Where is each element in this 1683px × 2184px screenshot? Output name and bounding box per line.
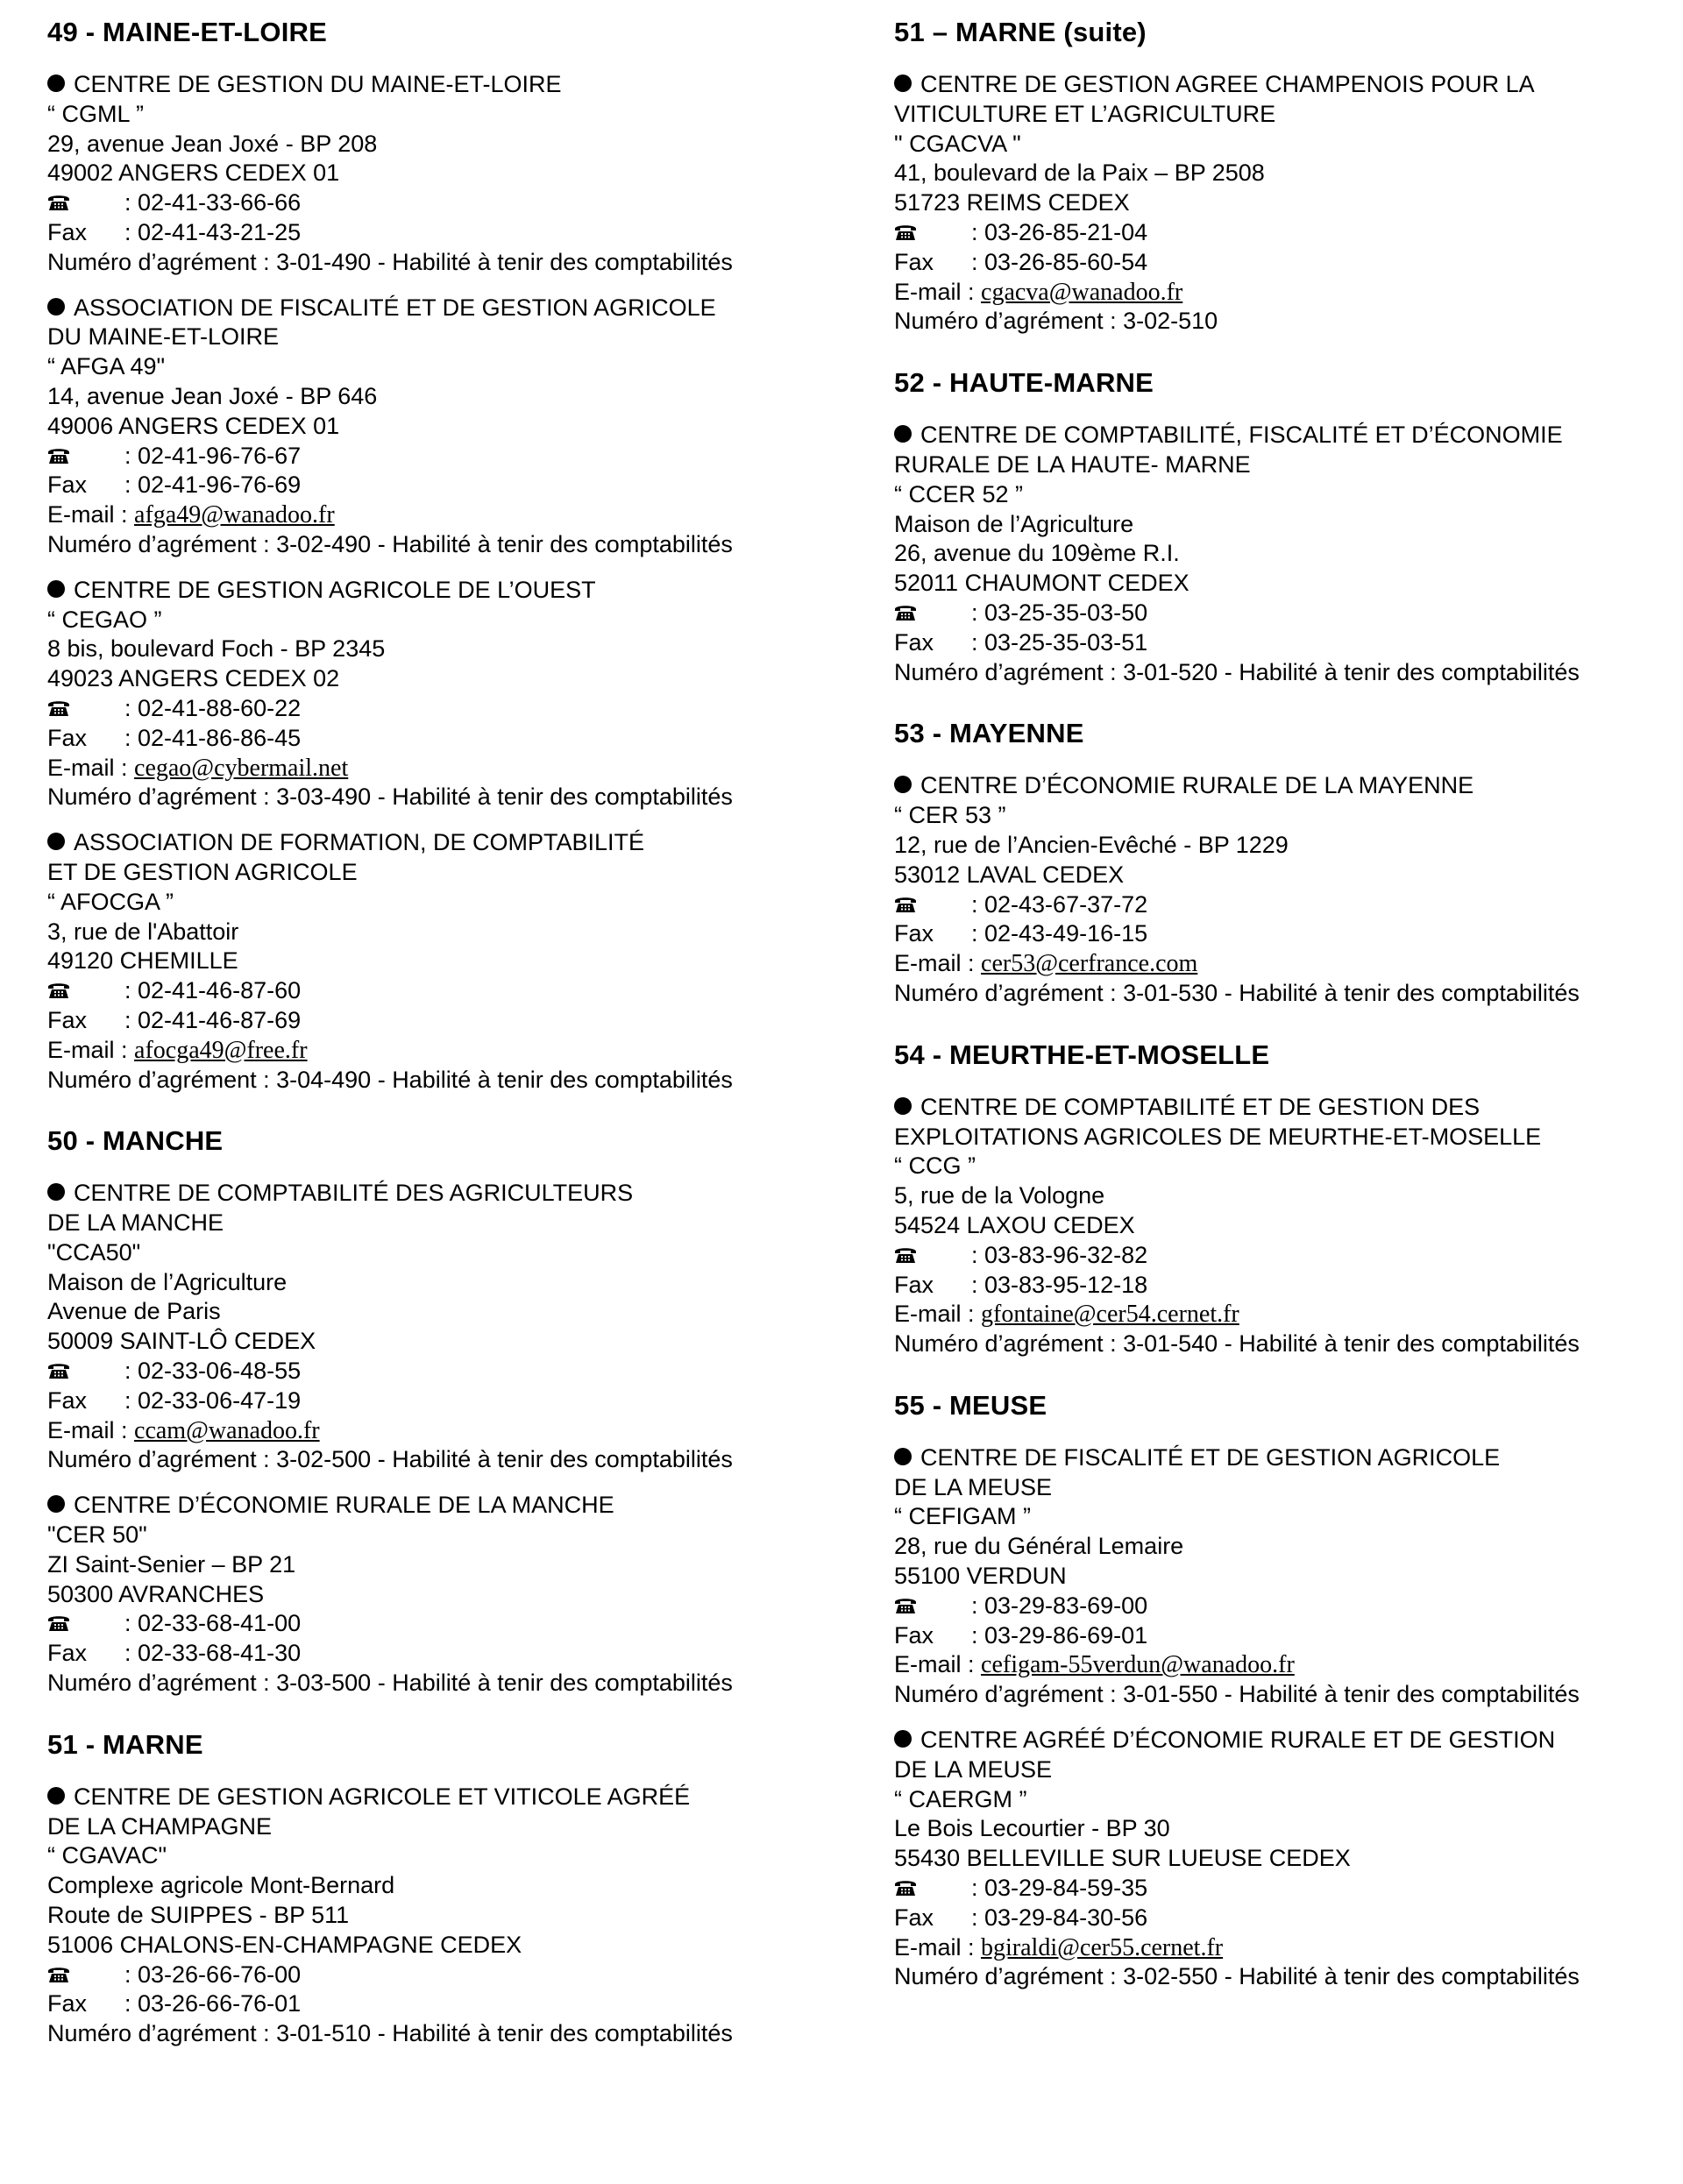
organization-name-text: EXPLOITATIONS AGRICOLES DE MEURTHE-ET-MOSELLE — [894, 1123, 1542, 1150]
address-line: 12, rue de l’Ancien-Evêché - BP 1229 — [894, 831, 1289, 858]
organization-name — [894, 100, 1665, 130]
department-heading: 51 – MARNE (suite) — [894, 17, 1147, 47]
fax-label: Fax — [894, 1271, 934, 1298]
department-section — [47, 1124, 819, 1698]
bullet-icon — [894, 1448, 912, 1465]
email-link[interactable]: cegao@cybermail.net — [134, 754, 349, 782]
bullet-icon — [47, 1183, 65, 1201]
fax-line — [47, 471, 819, 500]
phone-line — [47, 976, 819, 1006]
email-link[interactable]: afocga49@free.fr — [134, 1036, 308, 1064]
fax-line — [894, 628, 1665, 658]
organization-acronym: "CER 50" — [47, 1521, 147, 1549]
fax-line — [47, 1639, 819, 1669]
organization-name-text: RURALE DE LA HAUTE- MARNE — [894, 450, 1251, 478]
organization-name — [47, 828, 819, 858]
fax-label: Fax — [47, 218, 88, 245]
address-line: 54524 LAXOU CEDEX — [894, 1211, 1135, 1238]
department-section — [894, 1039, 1665, 1359]
email-label: E-mail : — [894, 1651, 982, 1678]
organization-entry — [894, 1093, 1665, 1359]
organization-name-text: CENTRE DE FISCALITÉ ET DE GESTION AGRICOLE — [920, 1443, 1501, 1471]
organization-name-text: CENTRE AGRÉÉ D’ÉCONOMIE RURALE ET DE GESTION — [920, 1727, 1556, 1754]
fax-number: : 02-41-96-76-69 — [124, 472, 302, 499]
telephone-icon — [47, 188, 124, 218]
address-line: Le Bois Lecourtier - BP 30 — [894, 1815, 1170, 1842]
email-line — [47, 1416, 819, 1446]
bullet-icon — [47, 580, 65, 598]
organization-name — [894, 1443, 1665, 1473]
phone-line — [894, 1241, 1665, 1271]
organization-name — [47, 1812, 819, 1842]
organization-acronym: “ CCER 52 ” — [894, 480, 1024, 507]
fax-label: Fax — [47, 1006, 88, 1033]
phone-line — [894, 890, 1665, 920]
address-line: 55100 VERDUN — [894, 1563, 1067, 1590]
organization-name-text: ASSOCIATION DE FISCALITÉ ET DE GESTION AGRICOLE — [74, 294, 716, 321]
organization-entry — [47, 828, 819, 1095]
fax-label: Fax — [894, 628, 934, 656]
fax-line — [47, 724, 819, 754]
phone-line — [47, 694, 819, 724]
email-link[interactable]: afga49@wanadoo.fr — [134, 501, 335, 529]
fax-number: : 02-41-43-21-25 — [124, 218, 302, 245]
address-line: 5, rue de la Vologne — [894, 1182, 1105, 1209]
organization-entry — [47, 1783, 819, 2049]
organization-acronym: "CCA50" — [47, 1238, 141, 1266]
email-label: E-mail : — [47, 754, 135, 781]
agrement-number: Numéro d’agrément : 3-01-510 - Habilité à tenir des comptabilités — [47, 2020, 733, 2047]
fax-line — [47, 1989, 819, 2019]
organization-name-text: CENTRE D’ÉCONOMIE RURALE DE LA MANCHE — [74, 1492, 614, 1519]
address-line: Complexe agricole Mont-Bernard — [47, 1872, 395, 1899]
bullet-icon — [47, 1495, 65, 1513]
address-line: 29, avenue Jean Joxé - BP 208 — [47, 130, 378, 157]
organization-name — [894, 1726, 1665, 1755]
fax-line — [47, 1006, 819, 1036]
organization-name-text: DE LA CHAMPAGNE — [47, 1812, 273, 1840]
telephone-icon — [47, 1609, 124, 1639]
fax-number: : 02-43-49-16-15 — [971, 920, 1148, 947]
fax-line — [894, 248, 1665, 278]
organization-name — [47, 294, 819, 323]
telephone-icon — [47, 442, 124, 472]
email-label: E-mail : — [894, 278, 982, 305]
organization-entry — [47, 576, 819, 812]
organization-entry — [894, 1726, 1665, 1992]
fax-label: Fax — [894, 1621, 934, 1649]
address-line: 49006 ANGERS CEDEX 01 — [47, 412, 340, 439]
phone-number: : 03-26-66-76-00 — [124, 1961, 302, 1988]
organization-name — [894, 1123, 1665, 1152]
organization-acronym: “ CEFIGAM ” — [894, 1503, 1031, 1530]
address-line: 53012 LAVAL CEDEX — [894, 861, 1125, 888]
telephone-icon — [894, 890, 971, 920]
fax-line — [894, 1904, 1665, 1933]
organization-acronym: “ CAERGM ” — [894, 1785, 1027, 1812]
agrement-number: Numéro d’agrément : 3-02-500 - Habilité à tenir des comptabilités — [47, 1446, 733, 1473]
bullet-icon — [894, 425, 912, 443]
address-line: 28, rue du Général Lemaire — [894, 1533, 1184, 1560]
organization-name-text: CENTRE D’ÉCONOMIE RURALE DE LA MAYENNE — [920, 772, 1474, 799]
organization-acronym: “ CCG ” — [894, 1152, 976, 1180]
organization-name-text: DU MAINE-ET-LOIRE — [47, 323, 280, 351]
address-line: 51723 REIMS CEDEX — [894, 189, 1130, 216]
telephone-icon — [894, 1874, 971, 1904]
organization-name — [47, 1491, 819, 1521]
phone-line — [47, 1961, 819, 1990]
agrement-number: Numéro d’agrément : 3-02-550 - Habilité à tenir des comptabilités — [894, 1963, 1580, 1990]
organization-entry — [894, 70, 1665, 337]
organization-entry — [47, 70, 819, 278]
department-heading: 49 - MAINE-ET-LOIRE — [47, 17, 327, 47]
fax-label: Fax — [47, 724, 88, 751]
department-section — [47, 1728, 819, 2049]
department-section — [47, 16, 819, 1095]
phone-number: : 03-29-84-59-35 — [971, 1875, 1148, 1902]
email-link[interactable]: gfontaine@cer54.cernet.fr — [981, 1301, 1239, 1329]
phone-line — [47, 1357, 819, 1386]
organization-name-text: CENTRE DE GESTION AGREE CHAMPENOIS POUR LA — [920, 71, 1535, 97]
fax-line — [894, 1271, 1665, 1301]
fax-label: Fax — [894, 1904, 934, 1931]
address-line: ZI Saint-Senier – BP 21 — [47, 1550, 296, 1578]
telephone-icon — [47, 694, 124, 724]
organization-name-text: ET DE GESTION AGRICOLE — [47, 858, 358, 885]
fax-line — [47, 218, 819, 248]
organization-name — [894, 1473, 1665, 1503]
phone-line — [47, 442, 819, 472]
address-line: 49120 CHEMILLE — [47, 947, 238, 975]
email-link[interactable]: cefigam-55verdun@wanadoo.fr — [981, 1651, 1295, 1679]
address-line: 52011 CHAUMONT CEDEX — [894, 570, 1189, 597]
fax-number: : 03-26-66-76-01 — [124, 1990, 302, 2017]
fax-label: Fax — [47, 1640, 88, 1667]
department-heading: 50 - MANCHE — [47, 1125, 224, 1157]
telephone-icon — [47, 1961, 124, 1990]
bullet-icon — [47, 298, 65, 316]
email-line — [894, 1933, 1665, 1963]
agrement-number: Numéro d’agrément : 3-01-490 - Habilité à tenir des comptabilités — [47, 248, 733, 275]
address-line: 55430 BELLEVILLE SUR LUEUSE CEDEX — [894, 1845, 1351, 1872]
department-section — [894, 1389, 1665, 1992]
email-link[interactable]: cer53@cerfrance.com — [981, 950, 1198, 978]
organization-name — [47, 1783, 819, 1812]
fax-line — [47, 1386, 819, 1416]
phone-line — [47, 188, 819, 218]
phone-line — [894, 599, 1665, 628]
phone-number: : 03-29-83-69-00 — [971, 1592, 1148, 1619]
bullet-icon — [47, 1787, 65, 1805]
telephone-icon — [894, 1592, 971, 1621]
email-label: E-mail : — [894, 950, 982, 977]
organization-name — [894, 421, 1665, 450]
address-line: Maison de l’Agriculture — [47, 1268, 288, 1295]
department-heading: 54 - MEURTHE-ET-MOSELLE — [894, 1039, 1270, 1070]
agrement-number: Numéro d’agrément : 3-01-530 - Habilité à tenir des comptabilités — [894, 979, 1580, 1006]
organization-name — [47, 323, 819, 352]
organization-name-text: CENTRE DE GESTION DU MAINE-ET-LOIRE — [74, 71, 562, 97]
email-line — [894, 278, 1665, 308]
address-line: 50300 AVRANCHES — [47, 1580, 265, 1607]
email-line — [47, 500, 819, 530]
organization-name-text: CENTRE DE COMPTABILITÉ ET DE GESTION DES — [920, 1093, 1481, 1120]
organization-entry — [894, 771, 1665, 1008]
address-line: Avenue de Paris — [47, 1298, 221, 1325]
email-line — [47, 1036, 819, 1066]
fax-line — [894, 1621, 1665, 1651]
phone-number: : 03-25-35-03-50 — [971, 599, 1148, 626]
phone-number: : 02-41-96-76-67 — [124, 442, 302, 469]
left-column — [47, 16, 819, 2079]
bullet-icon — [894, 74, 912, 92]
organization-name-text: CENTRE DE COMPTABILITÉ DES AGRICULTEURS — [74, 1180, 634, 1207]
phone-number: : 03-83-96-32-82 — [971, 1241, 1148, 1268]
address-line: 49023 ANGERS CEDEX 02 — [47, 665, 340, 692]
phone-number: : 02-33-06-48-55 — [124, 1358, 302, 1385]
email-label: E-mail : — [894, 1933, 982, 1961]
phone-number: : 03-26-85-21-04 — [971, 218, 1148, 245]
agrement-number: Numéro d’agrément : 3-03-500 - Habilité à tenir des comptabilités — [47, 1670, 733, 1697]
email-label: E-mail : — [894, 1301, 982, 1328]
agrement-number: Numéro d’agrément : 3-03-490 - Habilité à tenir des comptabilités — [47, 784, 733, 811]
organization-entry — [47, 294, 819, 560]
address-line: 26, avenue du 109ème R.I. — [894, 540, 1180, 567]
email-line — [894, 1300, 1665, 1330]
phone-line — [894, 1592, 1665, 1621]
organization-acronym: “ AFGA 49" — [47, 353, 166, 380]
organization-name-text: CENTRE DE GESTION AGRICOLE ET VITICOLE AGRÉÉ — [74, 1783, 691, 1810]
organization-name — [894, 1093, 1665, 1123]
fax-number: : 03-29-86-69-01 — [971, 1621, 1148, 1649]
bullet-icon — [894, 1730, 912, 1748]
phone-number: : 02-43-67-37-72 — [971, 890, 1148, 918]
department-heading: 52 - HAUTE-MARNE — [894, 367, 1154, 399]
agrement-number: Numéro d’agrément : 3-01-540 - Habilité à tenir des comptabilités — [894, 1330, 1580, 1358]
phone-number: : 02-41-88-60-22 — [124, 694, 302, 721]
phone-number: : 02-41-33-66-66 — [124, 189, 302, 216]
organization-name — [894, 70, 1665, 100]
fax-label: Fax — [894, 248, 934, 275]
address-line: 50009 SAINT-LÔ CEDEX — [47, 1328, 316, 1355]
fax-number: : 03-29-84-30-56 — [971, 1904, 1148, 1931]
organization-name — [47, 858, 819, 888]
department-heading: 55 - MEUSE — [894, 1389, 1047, 1421]
phone-number: : 02-33-68-41-00 — [124, 1610, 302, 1637]
organization-name-text: DE LA MEUSE — [894, 1473, 1053, 1500]
organization-acronym: “ CER 53 ” — [894, 802, 1006, 829]
address-line: 49002 ANGERS CEDEX 01 — [47, 160, 340, 187]
address-line: 14, avenue Jean Joxé - BP 646 — [47, 382, 378, 409]
fax-number: : 03-26-85-60-54 — [971, 248, 1148, 275]
telephone-icon — [47, 1357, 124, 1386]
department-heading: 53 - MAYENNE — [894, 718, 1084, 749]
agrement-number: Numéro d’agrément : 3-02-490 - Habilité à tenir des comptabilités — [47, 530, 733, 557]
address-line: 51006 CHALONS-EN-CHAMPAGNE CEDEX — [47, 1931, 522, 1958]
right-column — [894, 16, 1665, 2022]
department-section — [894, 366, 1665, 687]
bullet-icon — [894, 776, 912, 793]
address-line: 41, boulevard de la Paix – BP 2508 — [894, 160, 1265, 187]
email-line — [894, 1650, 1665, 1680]
email-link[interactable]: cgacva@wanadoo.fr — [981, 278, 1183, 306]
fax-number: : 02-41-46-87-69 — [124, 1006, 302, 1033]
organization-name-text: CENTRE DE GESTION AGRICOLE DE L’OUEST — [74, 576, 596, 603]
department-heading: 51 - MARNE — [47, 1728, 203, 1760]
telephone-icon — [894, 218, 971, 248]
organization-entry — [894, 421, 1665, 687]
agrement-number: Numéro d’agrément : 3-02-510 — [894, 308, 1218, 335]
phone-line — [894, 218, 1665, 248]
address-line: 8 bis, boulevard Foch - BP 2345 — [47, 635, 386, 663]
phone-line — [47, 1609, 819, 1639]
organization-acronym: “ CGAVAC" — [47, 1842, 167, 1869]
telephone-icon — [894, 599, 971, 628]
department-section — [894, 717, 1665, 1008]
email-link[interactable]: ccam@wanadoo.fr — [134, 1416, 320, 1444]
organization-name — [894, 450, 1665, 480]
email-line — [47, 754, 819, 784]
fax-line — [894, 919, 1665, 949]
organization-entry — [47, 1179, 819, 1475]
organization-acronym: “ CGML ” — [47, 100, 144, 127]
organization-name — [47, 1209, 819, 1238]
telephone-icon — [894, 1241, 971, 1271]
organization-entry — [894, 1443, 1665, 1710]
agrement-number: Numéro d’agrément : 3-04-490 - Habilité à tenir des comptabilités — [47, 1066, 733, 1093]
fax-number: : 02-33-06-47-19 — [124, 1386, 302, 1414]
organization-acronym: “ AFOCGA ” — [47, 888, 174, 915]
fax-label: Fax — [47, 1386, 88, 1414]
organization-name — [894, 771, 1665, 801]
organization-entry — [47, 1491, 819, 1698]
bullet-icon — [47, 833, 65, 850]
agrement-number: Numéro d’agrément : 3-01-550 - Habilité à tenir des comptabilités — [894, 1681, 1580, 1708]
address-line: Maison de l’Agriculture — [894, 510, 1134, 537]
fax-label: Fax — [894, 920, 934, 947]
organization-name — [47, 1179, 819, 1209]
phone-line — [894, 1874, 1665, 1904]
email-link[interactable]: bgiraldi@cer55.cernet.fr — [981, 1933, 1224, 1961]
organization-acronym: " CGACVA " — [894, 130, 1021, 157]
bullet-icon — [47, 74, 65, 92]
phone-number: : 02-41-46-87-60 — [124, 977, 302, 1004]
organization-name-text: CENTRE DE COMPTABILITÉ, FISCALITÉ ET D’ÉCONOMIE — [920, 422, 1563, 449]
telephone-icon — [47, 976, 124, 1006]
organization-name-text: DE LA MANCHE — [47, 1209, 224, 1237]
organization-name — [47, 576, 819, 606]
fax-number: : 03-25-35-03-51 — [971, 628, 1148, 656]
organization-acronym: “ CEGAO ” — [47, 606, 162, 633]
bullet-icon — [894, 1097, 912, 1115]
email-label: E-mail : — [47, 501, 135, 528]
agrement-number: Numéro d’agrément : 3-01-520 - Habilité à tenir des comptabilités — [894, 658, 1580, 685]
organization-name-text: DE LA MEUSE — [894, 1755, 1053, 1783]
organization-name-text: ASSOCIATION DE FORMATION, DE COMPTABILITÉ — [74, 829, 645, 856]
fax-label: Fax — [47, 472, 88, 499]
department-section — [894, 16, 1665, 337]
address-line: Route de SUIPPES - BP 511 — [47, 1902, 350, 1929]
email-line — [894, 949, 1665, 979]
organization-name — [47, 70, 819, 100]
address-line: 3, rue de l'Abattoir — [47, 918, 239, 945]
email-label: E-mail : — [47, 1036, 135, 1063]
fax-label: Fax — [47, 1990, 88, 2017]
organization-name — [894, 1755, 1665, 1785]
fax-number: : 02-33-68-41-30 — [124, 1640, 302, 1667]
fax-number: : 03-83-95-12-18 — [971, 1271, 1148, 1298]
email-label: E-mail : — [47, 1416, 135, 1443]
organization-name-text: VITICULTURE ET L’AGRICULTURE — [894, 100, 1276, 127]
fax-number: : 02-41-86-86-45 — [124, 724, 302, 751]
